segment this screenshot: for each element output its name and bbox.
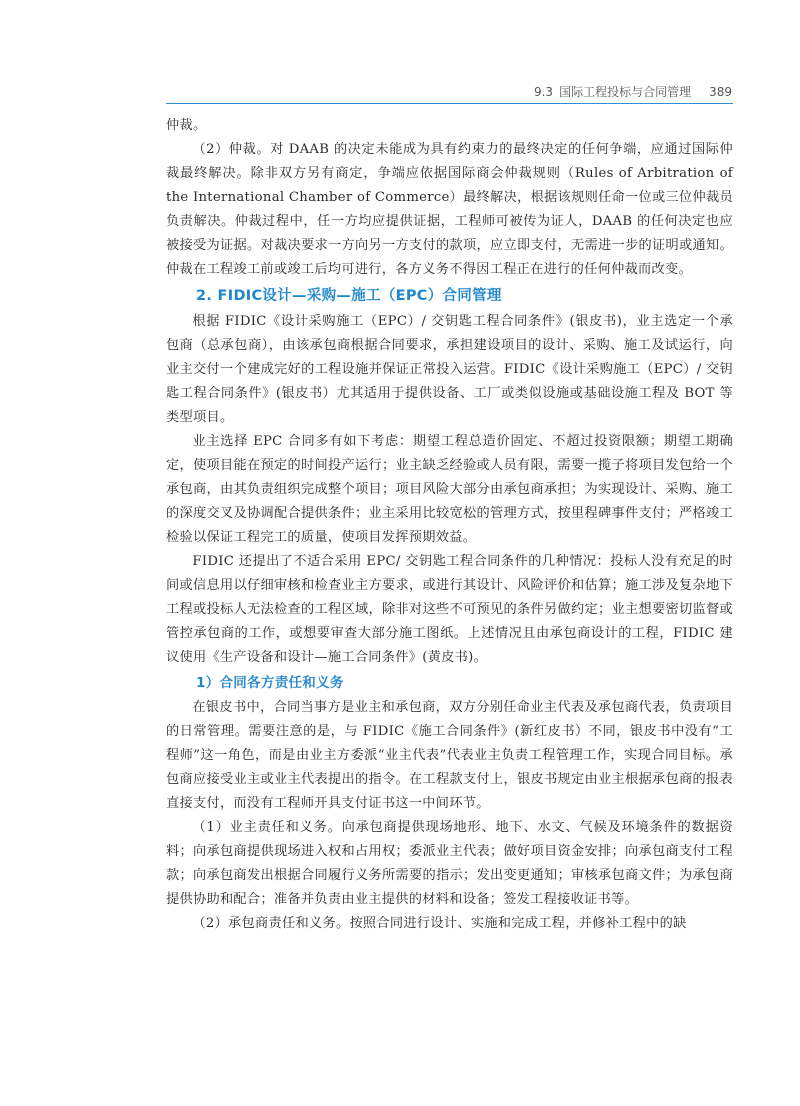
header-rule bbox=[166, 103, 733, 104]
running-header bbox=[500, 83, 732, 100]
paragraph: （1）业主责任和义务。向承包商提供现场地形、地下、水文、气候及环境条件的数据资料；向承包商提供现场进入权和占用权；委派业主代表；做好项目资金安排；向承包商支付工程款；向承包商发出根据合同履行义务所需要的指示；发出变更通知；审核承包商文件；为承包商提供协助和配合；准备并负责由业主提供的材料和设备；签发工程接收证书等。 bbox=[166, 820, 733, 907]
page-body bbox=[166, 114, 733, 936]
section-number: 9.3 bbox=[533, 84, 554, 99]
page-number: 389 bbox=[709, 84, 732, 99]
chapter-title: 国际工程投标与合同管理 bbox=[559, 85, 692, 99]
paragraph: FIDIC 还提出了不适合采用 EPC/ 交钥匙工程合同条件的几种情况：投标人没有充足的时间或信息用以仔细审核和检查业主方要求，或进行其设计、风险评价和估算；施工涉及复杂地下工程或投标人无法检查的工程区域，除非对这些不可预见的条件另做约定；业主想要密切监督或管控承包商的工作，或想要审查大部分施工图纸。上述情况且由承包商设计的工程，FIDIC 建议使用《生产设备和设计—施工合同条件》(黄皮书)。 bbox=[166, 554, 733, 665]
paragraph: 业主选择 EPC 合同多有如下考虑：期望工程总造价固定、不超过投资限额；期望工期确定，使项目能在预定的时间投产运行；业主缺乏经验或人员有限，需要一揽子将项目发包给一个承包商，由其负责组织完成整个项目；项目风险大部分由承包商承担；为实现设计、采购、施工的深度交叉及协调配合提供条件；业主采用比较宽松的管理方式，按里程碑事件支付；严格竣工检验以保证工程完工的质量，使项目发挥预期效益。 bbox=[166, 434, 733, 545]
paragraph: 在银皮书中，合同当事方是业主和承包商，双方分别任命业主代表及承包商代表，负责项目的日常管理。需要注意的是，与 FIDIC《施工合同条件》(新红皮书）不同，银皮书中没有“工程师”这一角色，而是由业主方委派“业主代表”代表业主负责工程管理工作，实现合同目标。承包商应接受业主或业主代表提出的指令。在工程款支付上，银皮书规定由业主根据承包商的报表直接支付，而没有工程师开具支付证书这一中间环节。 bbox=[166, 700, 733, 811]
paragraph: 仲裁。 bbox=[166, 118, 207, 133]
paragraph: （2）承包商责任和义务。按照合同进行设计、实施和完成工程，并修补工程中的缺 bbox=[192, 916, 687, 931]
paragraph: （2）仲裁。对 DAAB 的决定未能成为具有约束力的最终决定的任何争端，应通过国际仲裁最终解决。除非双方另有商定，争端应依据国际商会仲裁规则（Rules of Arbitration of the International Chamber of Commerce）最终解决，根据该规则任命一位或三位仲裁员负责解决。仲裁过程中，任一方均应提供证据，工程师可被传为证人，DAAB 的任何决定也应被接受为证据。对裁决要求一方向另一方支付的款项，应立即支付，无需进一步的证明或通知。仲裁在工程竣工前或竣工后均可进行，各方义务不得因工程正在进行的任何仲裁而改变。 bbox=[166, 142, 733, 277]
section-heading: 2. FIDIC设计—采购—施工（EPC）合同管理 bbox=[196, 288, 502, 304]
paragraph: 根据 FIDIC《设计采购施工（EPC）/ 交钥匙工程合同条件》(银皮书)，业主选定一个承包商（总承包商），由该承包商根据合同要求，承担建设项目的设计、采购、施工及试运行，向业主交付一个建成完好的工程设施并保证正常投入运营。FIDIC《设计采购施工（EPC）/ 交钥匙工程合同条件》(银皮书）尤其适用于提供设备、工厂或类似设施或基础设施工程及 BOT 等类型项目。 bbox=[166, 314, 733, 425]
subsection-heading: 1）合同各方责任和义务 bbox=[196, 675, 344, 691]
